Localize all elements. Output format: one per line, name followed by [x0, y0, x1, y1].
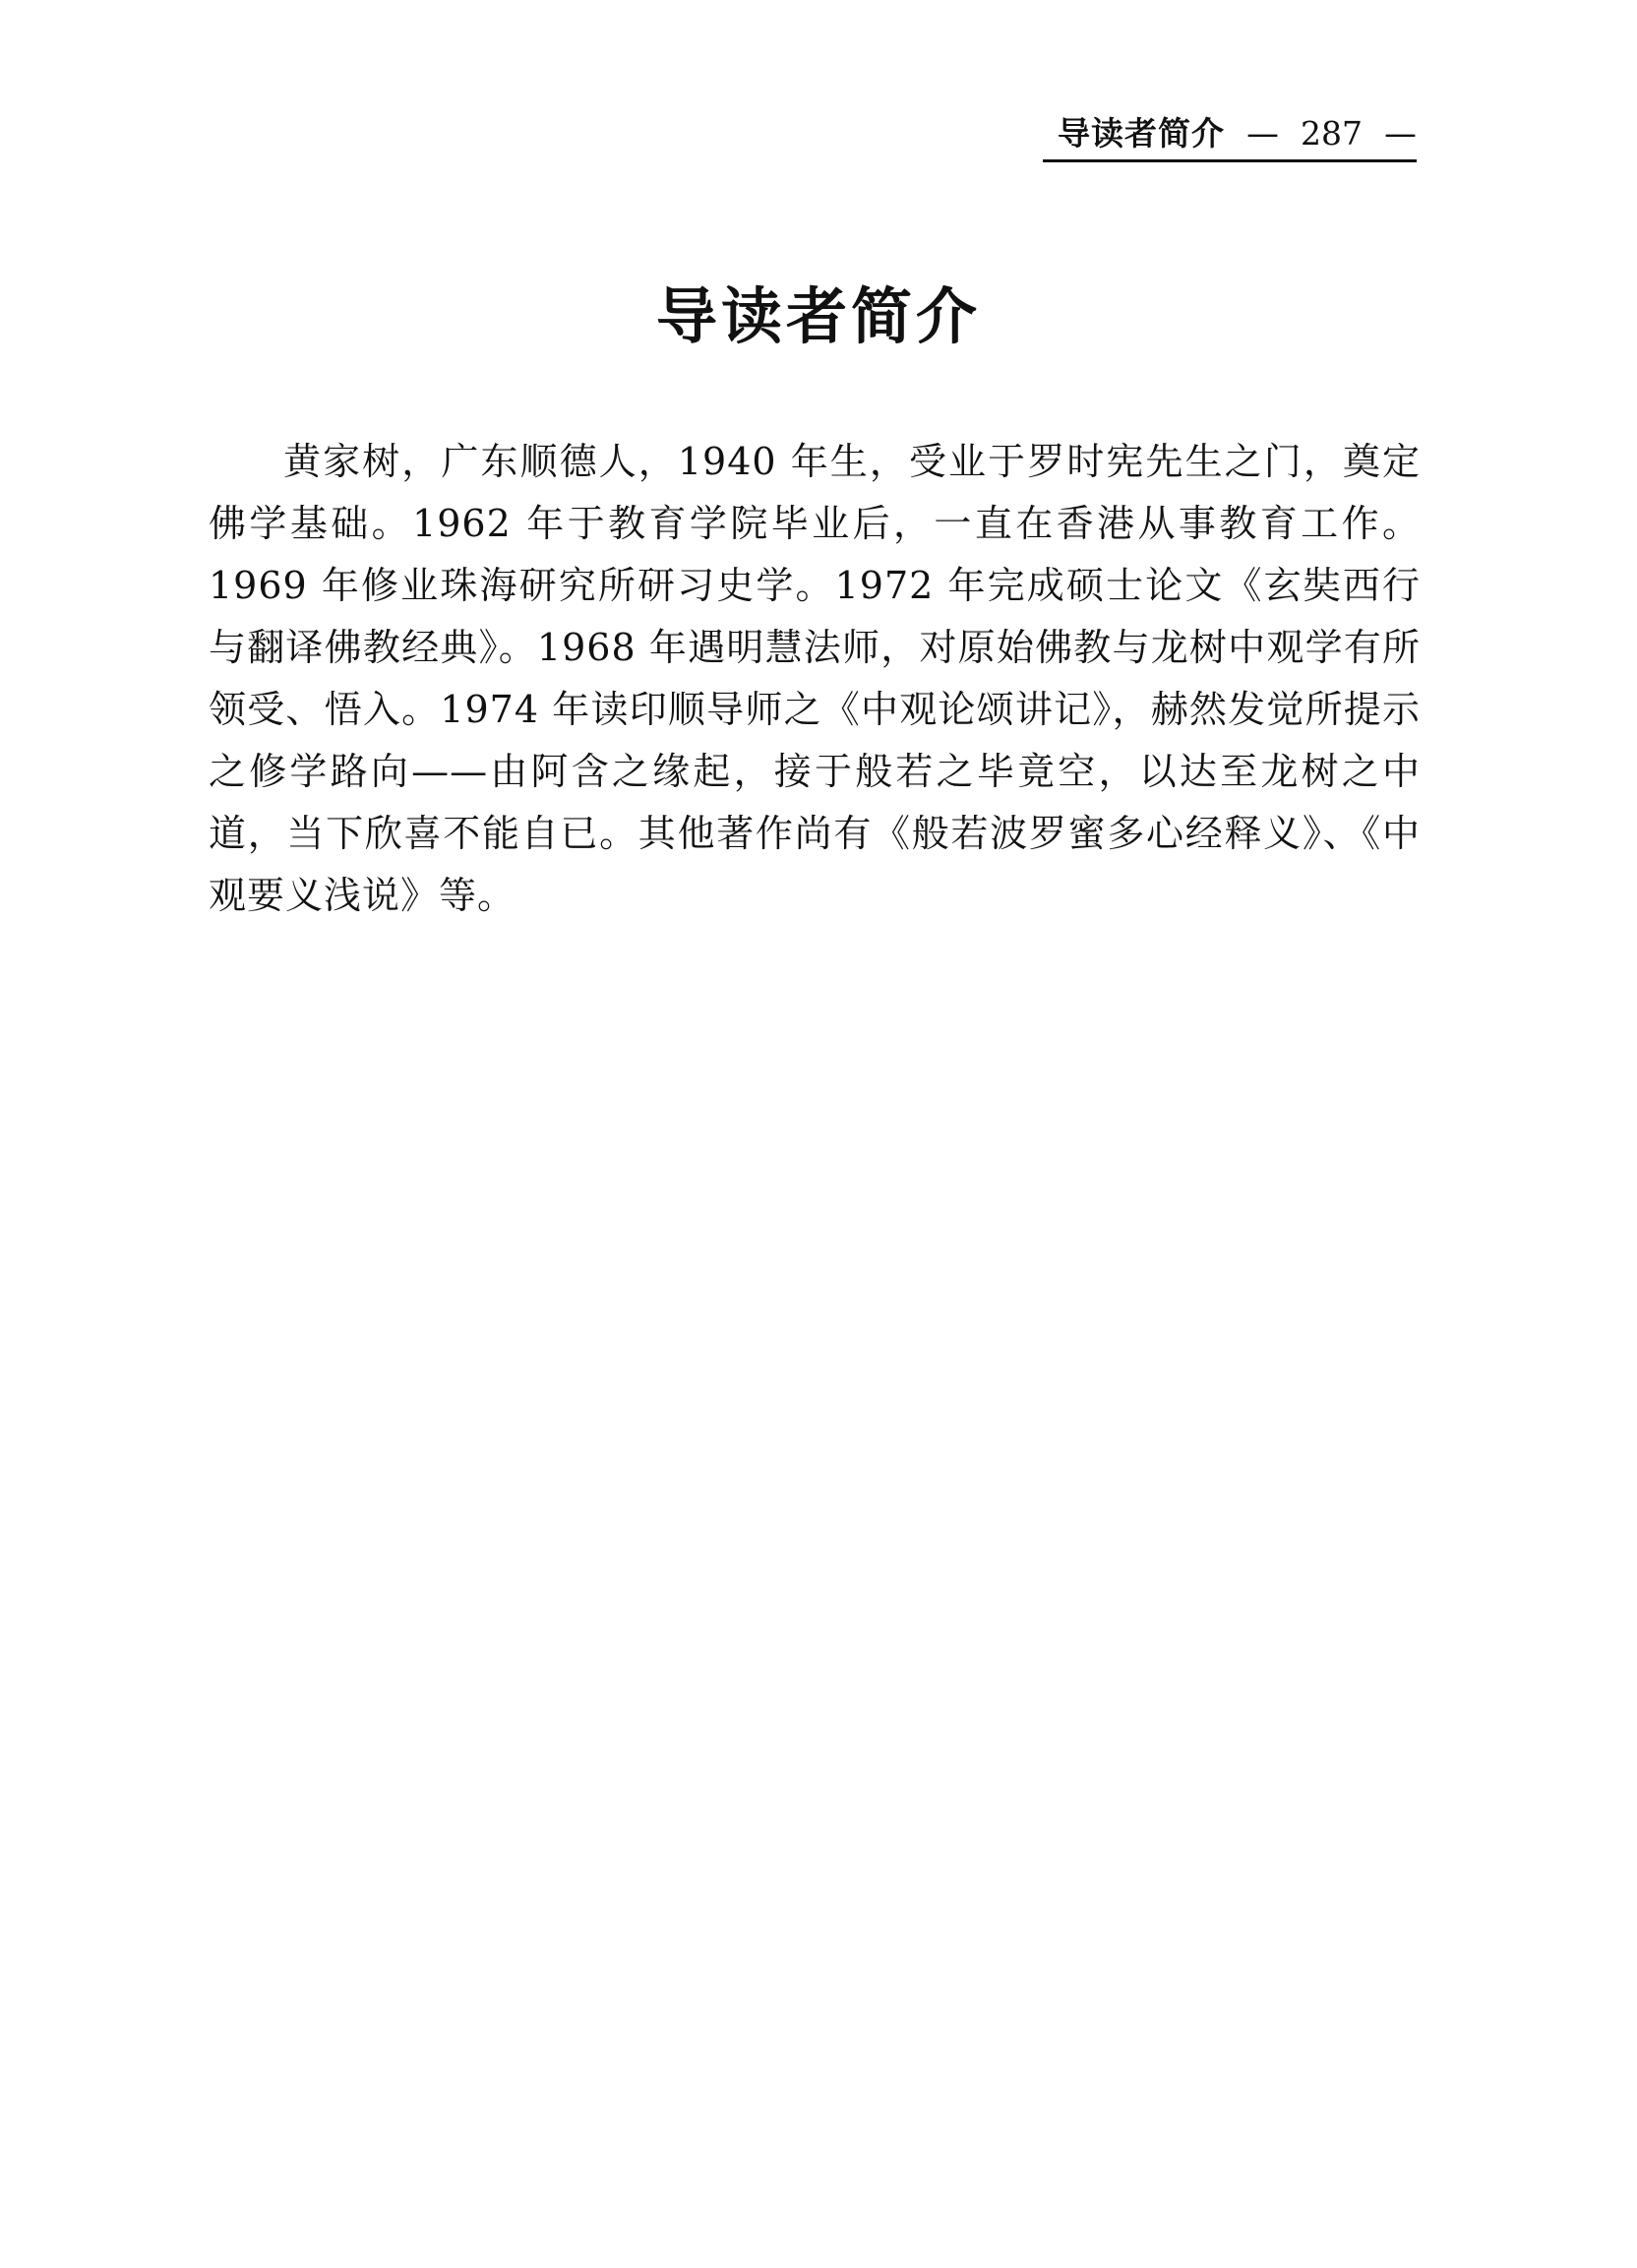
page-number: 287 [1301, 114, 1363, 153]
page-number-dash-right: — [1384, 114, 1417, 153]
page-number-dash-left: — [1246, 114, 1279, 153]
running-header [1043, 116, 1417, 162]
body-paragraph: 黄家树，广东顺德人，1940 年生，受业于罗时宪先生之门，奠定佛学基础。1962 年于教育学院毕业后，一直在香港从事教育工作。1969 年修业珠海研究所研习史学。1972 年完成硕士论文《玄奘西行与翻译佛教经典》。1968 年遇明慧法师，对原始佛教与龙树中观学有所领受、悟入。1974 年读印顺导师之《中观论颂讲记》，赫然发觉所提示之修学路向——由阿含之缘起，接于般若之毕竟空，以达至龙树之中道，当下欣喜不能自已。其他著作尚有《般若波罗蜜多心经释义》、《中观要义浅说》等。 [209, 440, 1421, 917]
running-header-title: 导读者简介 [1058, 114, 1225, 153]
page-title: 导读者简介 [655, 280, 981, 352]
